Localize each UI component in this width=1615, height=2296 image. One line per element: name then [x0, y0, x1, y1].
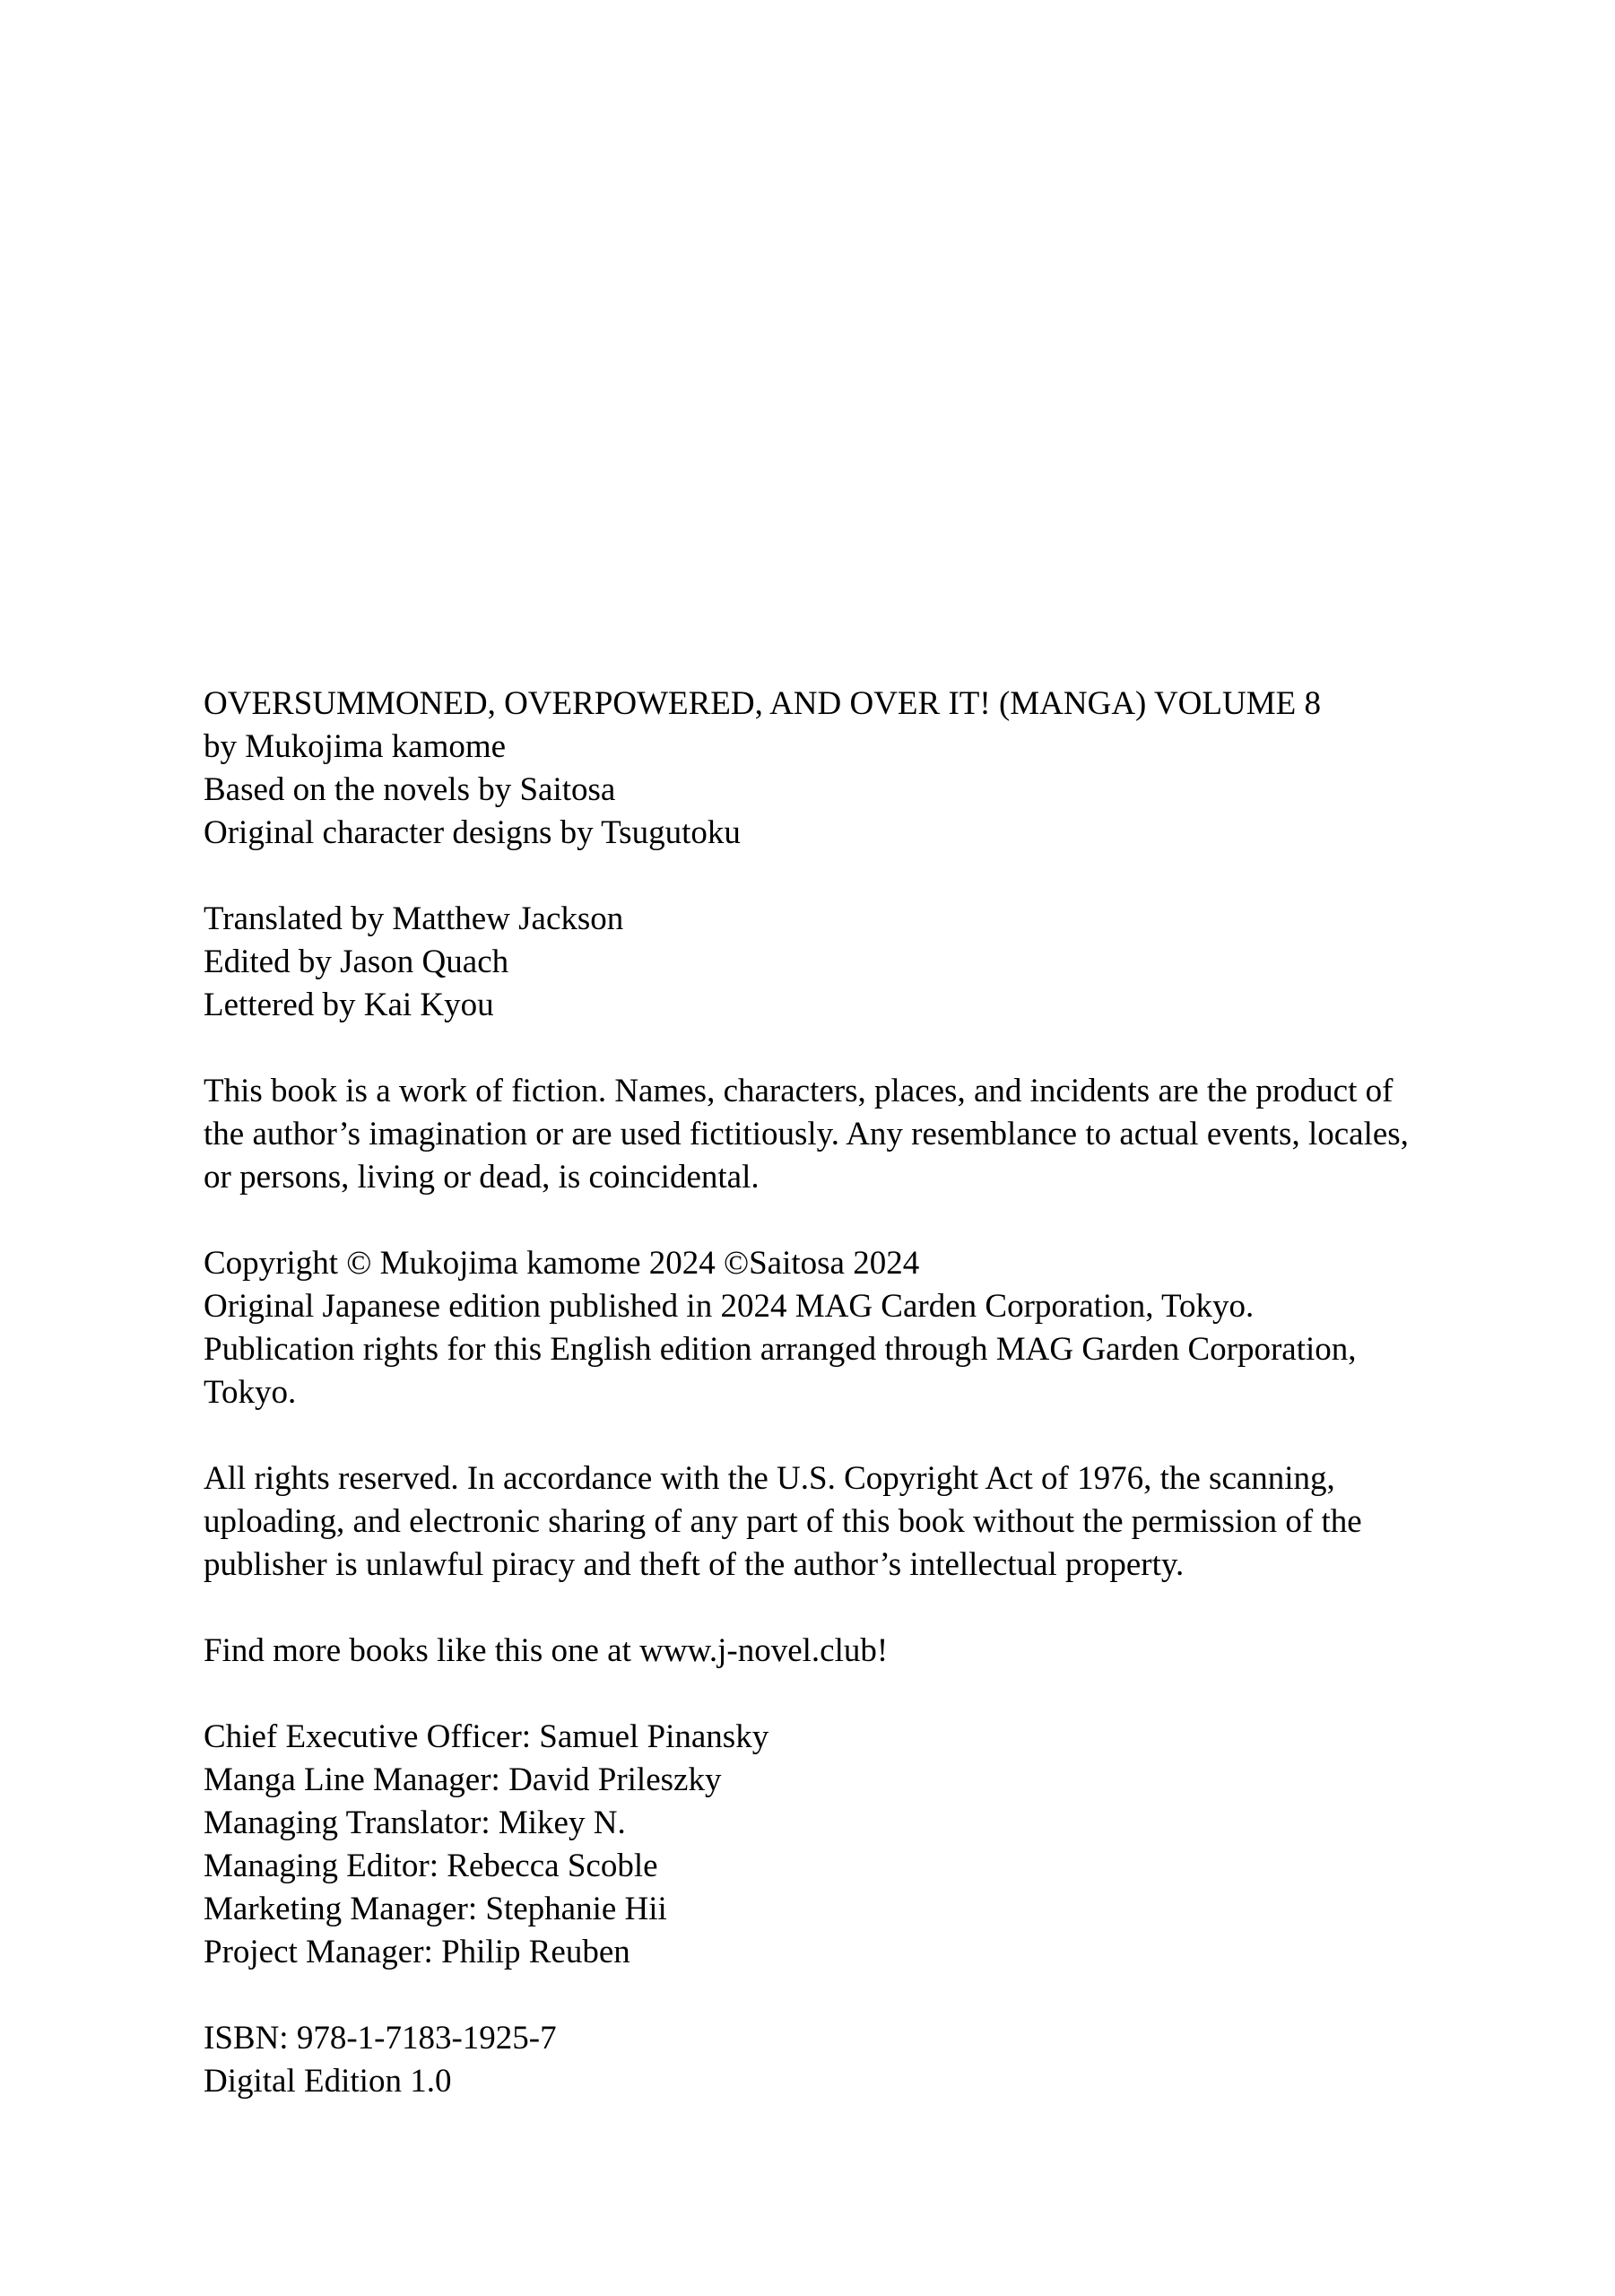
character-design-credit: Original character designs by Tsugutoku	[204, 814, 741, 851]
find-more-books-line: Find more books like this one at www.j-novel.club!	[204, 1632, 889, 1669]
fiction-disclaimer-block	[204, 1070, 1513, 1199]
copyright-line: Copyright © Mukojima kamome 2024 ©Saitosa 2024	[204, 1245, 920, 1282]
novel-source-credit: Based on the novels by Saitosa	[204, 771, 616, 808]
rights-line: All rights reserved. In accordance with the U.S. Copyright Act of 1976, the scanning,	[204, 1460, 1335, 1497]
digital-edition-line: Digital Edition 1.0	[204, 2063, 452, 2100]
localization-credits-block	[204, 898, 1513, 1027]
rights-line: publisher is unlawful piracy and theft of the author’s intellectual property.	[204, 1546, 1185, 1583]
isbn-line: ISBN: 978-1-7183-1925-7	[204, 2020, 557, 2057]
managing-editor-credit: Managing Editor: Rebecca Scoble	[204, 1848, 658, 1884]
colophon-text-block	[204, 683, 1513, 2103]
ceo-credit: Chief Executive Officer: Samuel Pinansky	[204, 1718, 769, 1755]
manga-line-manager-credit: Manga Line Manager: David Prileszky	[204, 1761, 722, 1798]
letterer-credit: Lettered by Kai Kyou	[204, 987, 494, 1023]
copyright-line: Original Japanese edition published in 2024 MAG Carden Corporation, Tokyo.	[204, 1288, 1255, 1325]
translator-credit: Translated by Matthew Jackson	[204, 900, 624, 937]
staff-credits-block	[204, 1716, 1513, 1974]
disclaimer-line: the author’s imagination or are used fictitiously. Any resemblance to actual events, locales,	[204, 1116, 1409, 1152]
managing-translator-credit: Managing Translator: Mikey N.	[204, 1805, 626, 1841]
copyright-line: Tokyo.	[204, 1374, 297, 1411]
disclaimer-line: or persons, living or dead, is coincidental.	[204, 1159, 760, 1196]
editor-credit: Edited by Jason Quach	[204, 944, 509, 980]
disclaimer-line: This book is a work of fiction. Names, characters, places, and incidents are the product of	[204, 1073, 1394, 1109]
author-credit: by Mukojima kamome	[204, 728, 507, 765]
edition-block	[204, 2017, 1513, 2103]
copyright-line: Publication rights for this English edition arranged through MAG Garden Corporation,	[204, 1331, 1357, 1368]
project-manager-credit: Project Manager: Philip Reuben	[204, 1934, 630, 1970]
marketing-manager-credit: Marketing Manager: Stephanie Hii	[204, 1891, 667, 1927]
rights-reserved-block	[204, 1457, 1513, 1587]
copyright-block	[204, 1242, 1513, 1414]
rights-line: uploading, and electronic sharing of any part of this book without the permission of the	[204, 1503, 1362, 1540]
promo-block	[204, 1630, 1513, 1673]
book-title: OVERSUMMONED, OVERPOWERED, AND OVER IT! (MANGA) VOLUME 8	[204, 685, 1321, 722]
title-block	[204, 683, 1513, 855]
